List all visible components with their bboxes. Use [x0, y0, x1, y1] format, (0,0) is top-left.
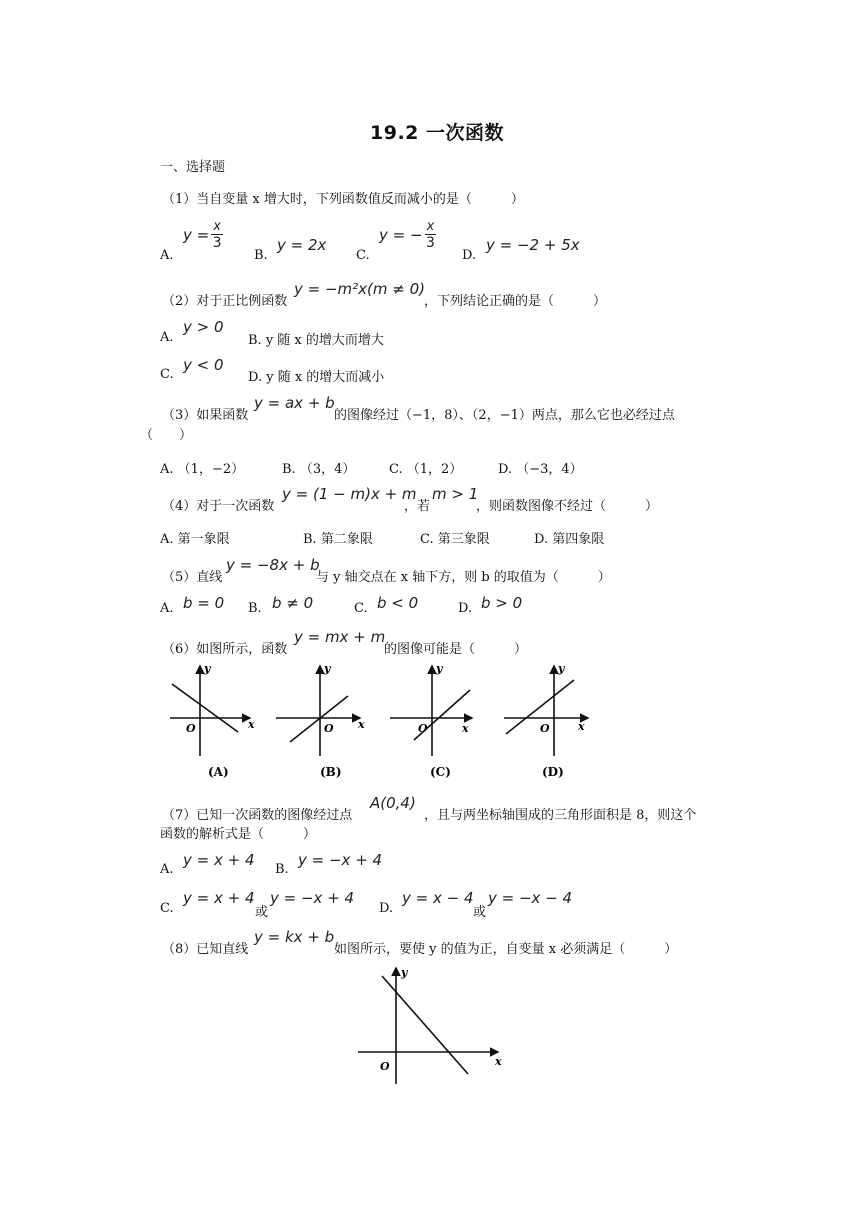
q6-graph-c-y-label: y: [436, 662, 443, 675]
q1-option-d-label: D.: [462, 248, 477, 263]
q7-prefix: （7）已知一次函数的图像经过点: [162, 808, 353, 823]
q8-y-label: y: [401, 966, 408, 979]
q4-suffix: ，则函数图像不经过（ ）: [476, 499, 659, 514]
q3-continuation: （ ）: [140, 428, 193, 443]
q6-graph-a-origin: O: [186, 722, 196, 735]
q1-option-d-formula: y = −2 + 5x: [486, 236, 580, 254]
section-heading: 一、选择题: [160, 160, 226, 175]
q6-graph-d-y-label: y: [558, 662, 565, 675]
q5-option-a-formula: b = 0: [183, 594, 225, 612]
q5-suffix: 与 y 轴交点在 x 轴下方，则 b 的取值为（ ）: [316, 570, 611, 585]
q7-option-b-formula: y = −x + 4: [298, 851, 383, 869]
q6-graph-d-x-label: x: [578, 720, 585, 733]
q8-graph-figure: [352, 962, 510, 1086]
q2-option-b: B. y 随 x 的增大而增大: [248, 333, 384, 348]
q7-point: A(0,4): [370, 794, 416, 812]
q5-prefix: （5）直线: [162, 570, 223, 585]
q7-option-d-or: 或: [473, 905, 487, 920]
q7-option-d-label: D.: [379, 901, 394, 916]
q5-option-b-label: B.: [248, 601, 262, 616]
q4-formula: y = (1 − m)x + m: [282, 485, 417, 503]
q6-graph-c-label: (C): [430, 765, 451, 779]
q6-graph-c: [390, 662, 472, 779]
page-title: 19.2 一次函数: [370, 122, 504, 144]
q5-option-d-formula: b > 0: [481, 594, 523, 612]
q7-option-c-label: C.: [160, 901, 174, 916]
q3-option-b: B. （3，4）: [282, 462, 356, 477]
q6-graph-b-label: (B): [320, 765, 342, 779]
q6-graph-b-y-label: y: [324, 662, 331, 675]
q4-mid: ，若: [404, 499, 431, 514]
q2-option-a-label: A.: [160, 330, 174, 345]
q7-option-b-label: B.: [275, 862, 289, 877]
q8-suffix: 如图所示，要使 y 的值为正，自变量 x 必须满足（ ）: [334, 942, 678, 957]
q4-option-a: A. 第一象限: [160, 532, 230, 547]
q7-option-d-formula-2: y = −x − 4: [488, 889, 573, 907]
q6-graph-b-x-label: x: [358, 718, 365, 731]
q7-continuation: 函数的解析式是（ ）: [160, 827, 317, 842]
q2-option-c-label: C.: [160, 367, 174, 382]
q3-formula: y = ax + b: [254, 394, 335, 412]
q8-formula: y = kx + b: [254, 928, 335, 946]
q6-graph-a-label: (A): [208, 765, 229, 779]
q5-option-a-label: A.: [160, 601, 174, 616]
q3-prefix: （3）如果函数: [162, 408, 249, 423]
q7-option-c-formula-2: y = −x + 4: [270, 889, 355, 907]
q8-x-label: x: [495, 1055, 502, 1068]
q7-option-a-label: A.: [160, 862, 174, 877]
q2-suffix: ，下列结论正确的是（ ）: [424, 294, 607, 309]
q3-option-d: D. （−3，4）: [498, 462, 583, 477]
q4-prefix: （4）对于一次函数: [162, 499, 275, 514]
q5-formula: y = −8x + b: [226, 556, 320, 574]
q4-condition: m > 1: [432, 485, 479, 503]
q6-suffix: 的图像可能是（ ）: [384, 642, 528, 657]
q1-option-c-formula: y = − $\frac{x}{3}$: [379, 219, 435, 251]
q6-formula: y = mx + m: [294, 628, 386, 646]
q5-option-c-formula: b < 0: [377, 594, 419, 612]
q1-option-a-label: A.: [160, 248, 174, 263]
q2-formula: y = −m²x(m ≠ 0): [294, 280, 426, 298]
q4-option-c: C. 第三象限: [420, 532, 490, 547]
q6-graph-a-y-label: y: [204, 662, 211, 675]
q1-option-a-formula: y = $\frac{x}{3}$: [183, 219, 222, 251]
q6-graph-d-origin: O: [540, 722, 550, 735]
q6-graph-c-origin: O: [418, 722, 428, 735]
q6-graph-a: [170, 662, 255, 779]
q6-graphs-figure: [160, 658, 600, 784]
q3-suffix: 的图像经过（−1，8）、（2，−1）两点，那么它也必经过点: [334, 408, 675, 423]
q2-option-c-formula: y < 0: [183, 356, 224, 374]
q7-option-a-formula: y = x + 4: [183, 851, 255, 869]
q6-prefix: （6）如图所示，函数: [162, 642, 288, 657]
q1-option-b-label: B.: [254, 248, 268, 263]
q3-option-c: C. （1，2）: [389, 462, 463, 477]
q2-option-d: D. y 随 x 的增大而减小: [248, 370, 385, 385]
q7-option-c-or: 或: [255, 905, 269, 920]
q7-option-d-formula-1: y = x − 4: [402, 889, 474, 907]
q6-graph-a-x-label: x: [248, 718, 255, 731]
q3-option-a: A. （1，−2）: [160, 462, 245, 477]
q6-graph-c-x-label: x: [462, 722, 469, 735]
q5-option-b-formula: b ≠ 0: [272, 594, 314, 612]
q6-graph-b: [276, 662, 365, 779]
q4-option-b: B. 第二象限: [303, 532, 373, 547]
q8-prefix: （8）已知直线: [162, 942, 249, 957]
q6-graph-d: [504, 662, 588, 779]
q6-graph-b-origin: O: [324, 722, 334, 735]
q7-option-c-formula-1: y = x + 4: [183, 889, 255, 907]
q1-option-c-label: C.: [356, 248, 370, 263]
q1-stem: （1）当自变量 x 增大时，下列函数值反而减小的是（ ）: [162, 192, 524, 207]
q2-prefix: （2）对于正比例函数: [162, 294, 288, 309]
q4-option-d: D. 第四象限: [534, 532, 605, 547]
q8-origin: O: [380, 1060, 390, 1073]
q6-graph-d-label: (D): [542, 765, 564, 779]
q5-option-d-label: D.: [458, 601, 473, 616]
q7-suffix: ，且与两坐标轴围成的三角形面积是 8，则这个: [424, 808, 697, 823]
q2-option-a-formula: y > 0: [183, 318, 224, 336]
q5-option-c-label: C.: [354, 601, 368, 616]
q1-option-b-formula: y = 2x: [277, 236, 327, 254]
